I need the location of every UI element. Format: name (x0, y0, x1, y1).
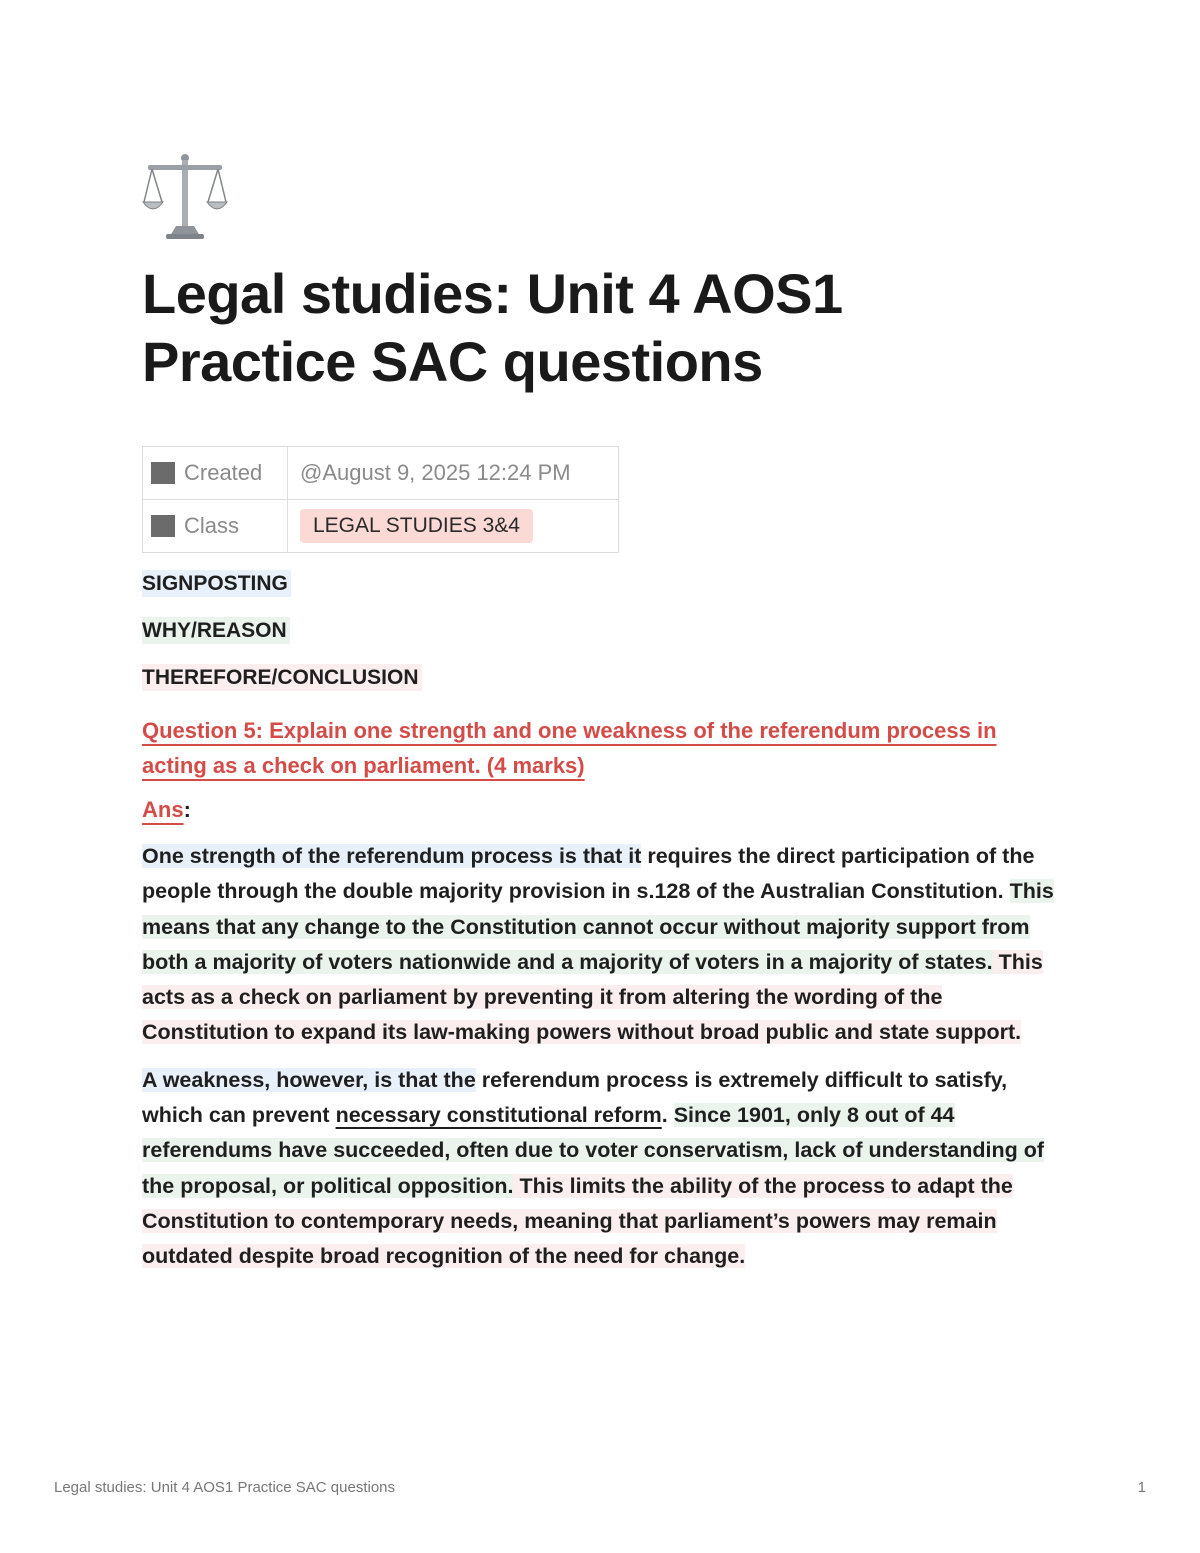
answer-label (142, 793, 1062, 827)
conclusion-text: This acts as a check on parliament by preventing it from altering the wording of the Constitution to expand its law-making powers without broad public and state support. (142, 949, 1043, 1045)
question-heading: Question 5: Explain one strength and one weakness of the referendum process in acting as a check on parliament. (4 marks) (142, 718, 997, 778)
answer-paragraph-weakness (142, 1063, 1062, 1275)
page-title (142, 260, 1062, 396)
page-content (142, 150, 1062, 1275)
class-tag[interactable]: LEGAL STUDIES 3&4 (300, 509, 533, 543)
legend-signposting-text: SIGNPOSTING (142, 570, 291, 597)
color-legend (142, 567, 1062, 695)
property-label-cell (143, 447, 288, 500)
reason-text-end: . (661, 1103, 674, 1128)
property-label-created: Created (184, 460, 263, 485)
signpost-text: A weakness, however, is that the (142, 1067, 476, 1092)
legend-conclusion (142, 661, 1062, 695)
footer-page-number: 1 (1137, 1479, 1146, 1496)
legend-signposting (142, 567, 1062, 601)
property-icon (151, 462, 175, 484)
underlined-phrase: necessary constitutional reform (335, 1103, 662, 1128)
footer-document-title: Legal studies: Unit 4 AOS1 Practice SAC questions (54, 1479, 396, 1496)
legend-why-reason (142, 614, 1062, 648)
property-icon (151, 515, 175, 537)
scales-of-justice-icon (142, 150, 228, 240)
properties-table (142, 446, 619, 553)
property-label-cell (143, 500, 288, 553)
answer-colon: : (183, 797, 191, 822)
property-value-created[interactable]: @August 9, 2025 12:24 PM (288, 447, 619, 500)
answer-paragraph-strength (142, 839, 1062, 1051)
page-title-line2: Practice SAC questions (142, 330, 763, 393)
conclusion-text: This limits the ability of the process to adapt the Constitution to contemporary needs, meaning that parliament’s powers may remain outdated despite broad recognition of the need for change. (142, 1173, 1013, 1269)
legend-conclusion-text: THEREFORE/CONCLUSION (142, 664, 422, 691)
page-title-line1: Legal studies: Unit 4 AOS1 (142, 262, 843, 325)
property-label-class: Class (184, 513, 240, 538)
property-row-created (143, 447, 619, 500)
reason-text: referendum process is extremely difficult to satisfy, which can prevent (142, 1067, 1008, 1128)
property-value-class[interactable] (288, 500, 619, 553)
signpost-text: One strength of the referendum process is that it (142, 844, 642, 868)
explanation-text: Since 1901, only 8 out of 44 referendums have succeeded, often due to voter conservatism, lack of understanding of the proposal, or political opposition. (142, 1103, 1045, 1198)
explanation-text: This means that any change to the Constitution cannot occur without majority support from both a majority of voters nationwide and a majority of voters in a majority of states. (142, 879, 1054, 974)
answer-label-text: Ans (142, 797, 184, 822)
reason-text: requires the direct participation of the people through the double majority provision in s.128 of the Australian Constitution. (142, 844, 1035, 904)
property-row-class (143, 500, 619, 553)
legend-why-text: WHY/REASON (142, 617, 290, 644)
